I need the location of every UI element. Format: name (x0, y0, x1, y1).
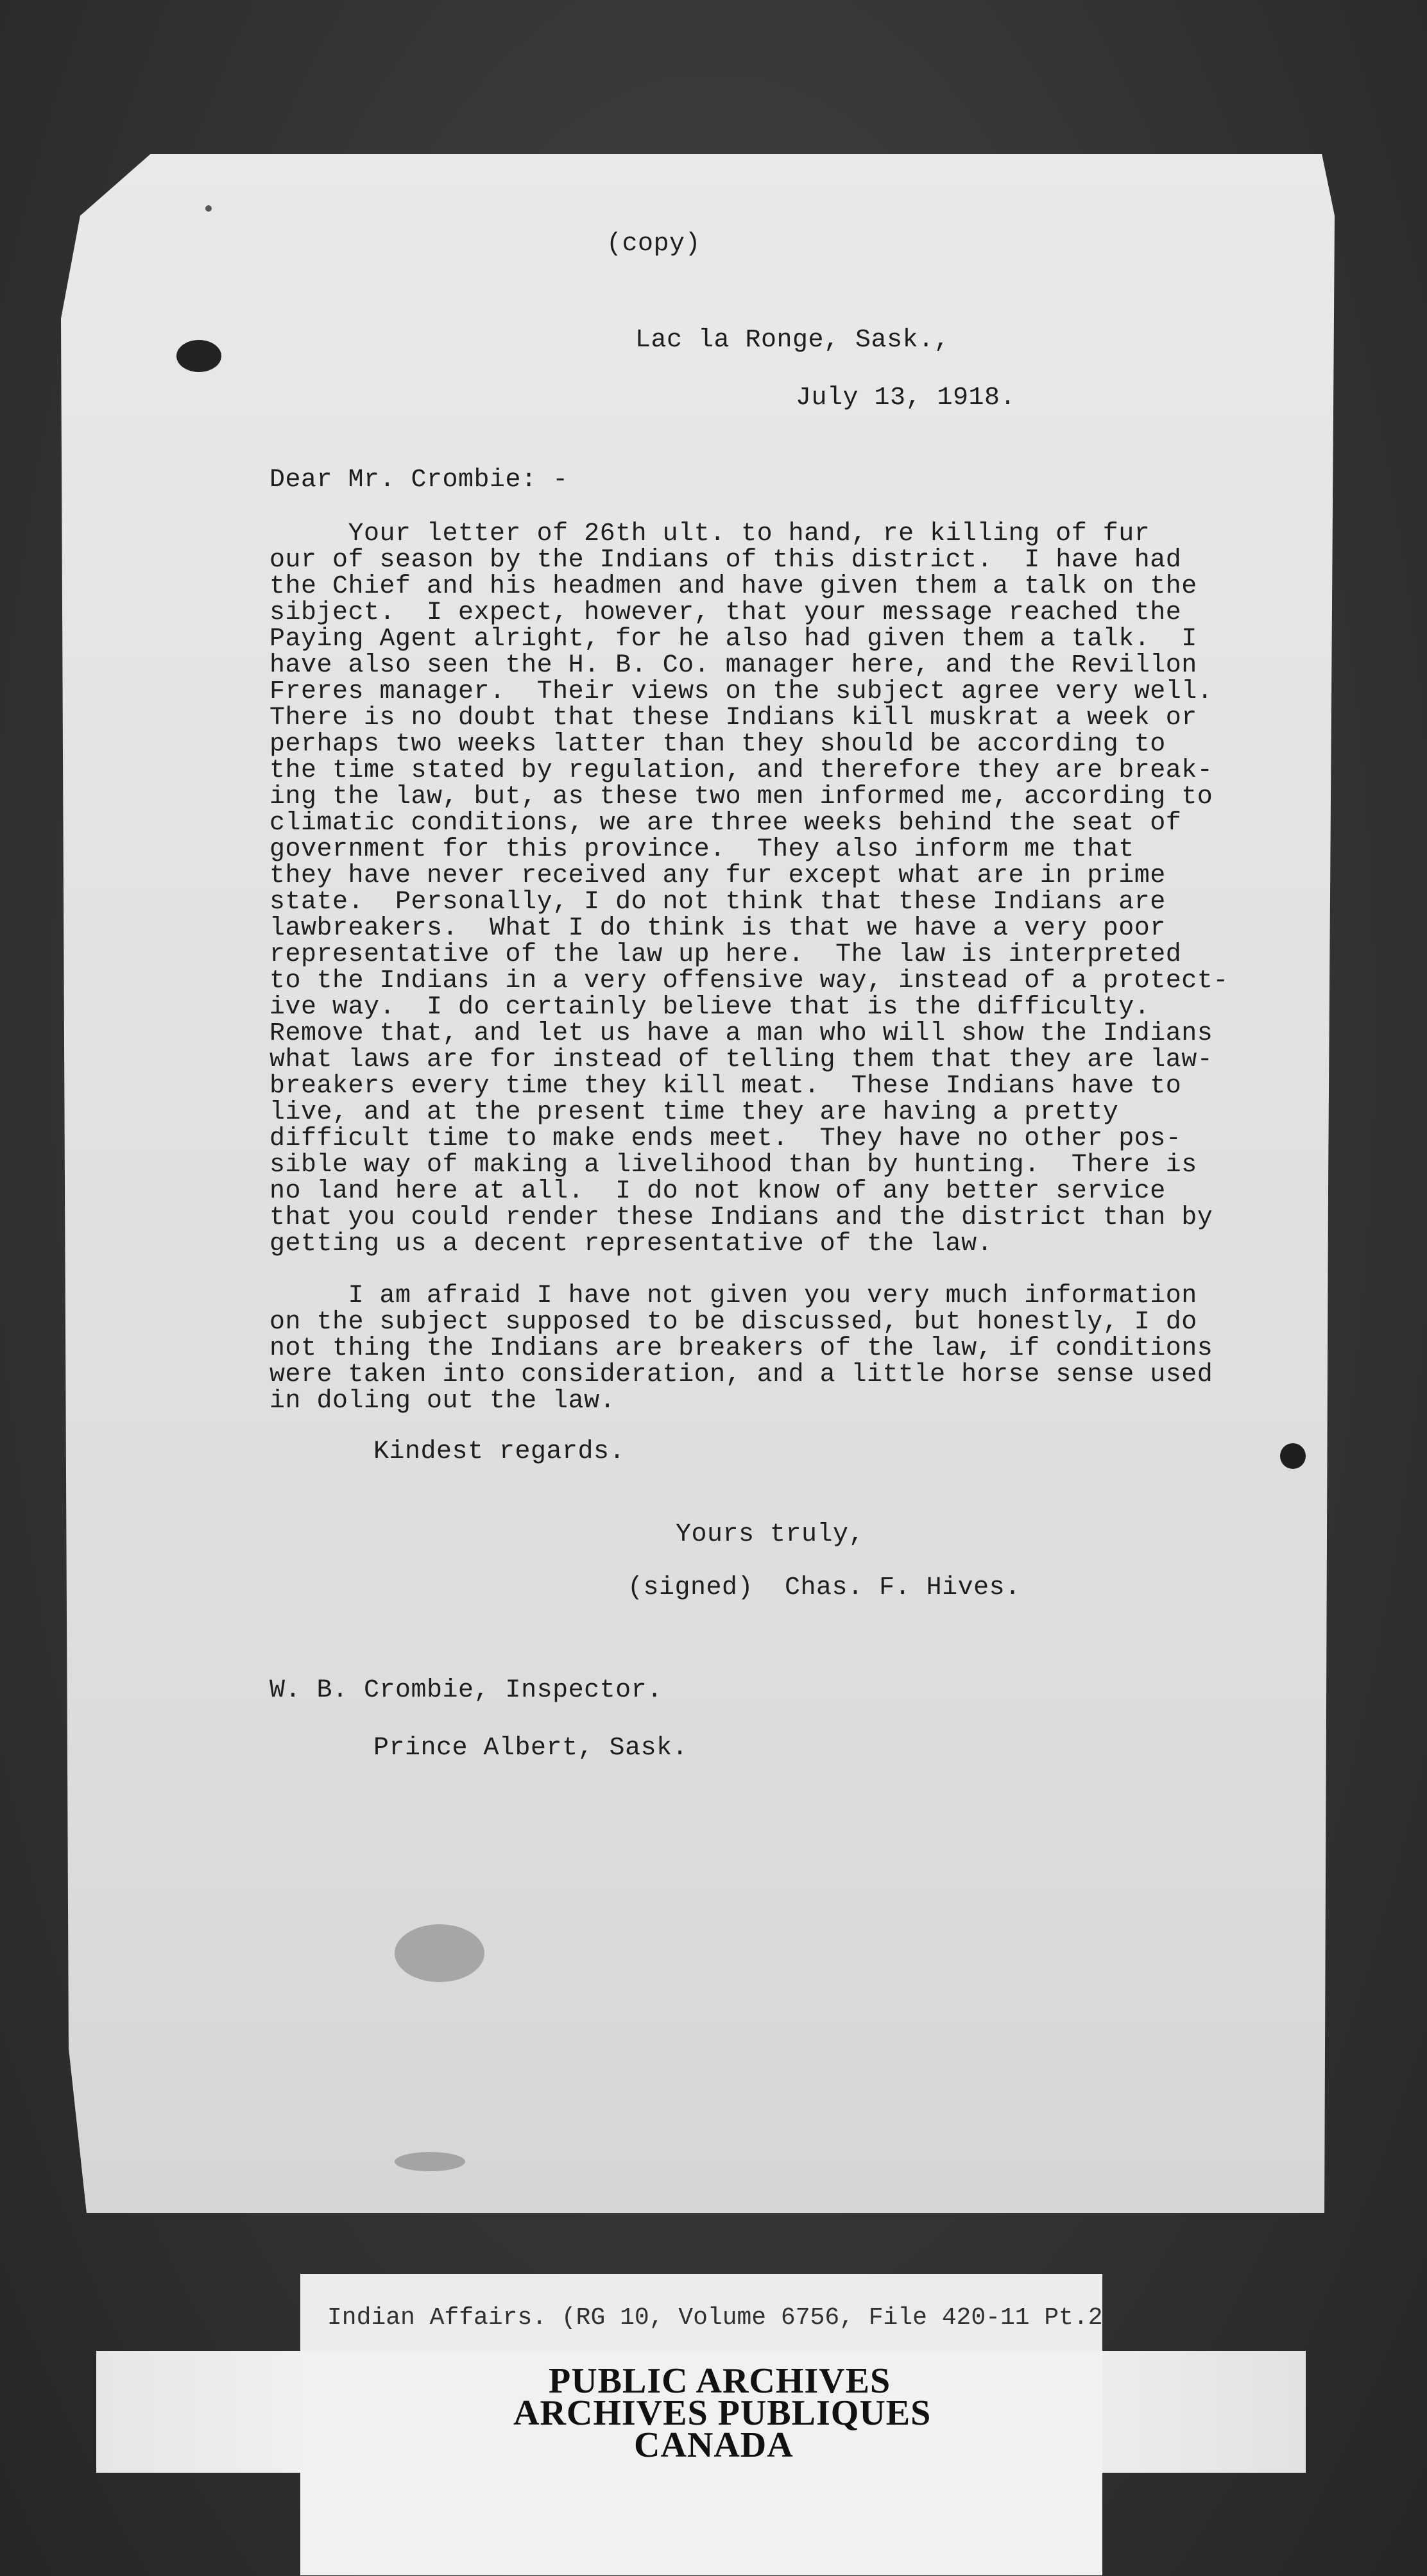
page-speck (395, 1924, 484, 1982)
archive-reference: Indian Affairs. (RG 10, Volume 6756, File 420-11 Pt.2) (327, 2304, 1118, 2332)
page-speck (395, 2152, 465, 2171)
letter-date: July 13, 1918. (796, 384, 1016, 412)
page-speck (1280, 1443, 1306, 1469)
copy-mark: (copy) (606, 230, 701, 258)
salutation: Dear Mr. Crombie: - (269, 466, 568, 495)
page-speck (205, 205, 212, 212)
addressee-place: Prince Albert, Sask. (373, 1734, 688, 1763)
stamp-line-canada: CANADA (634, 2425, 794, 2465)
signature: (signed) Chas. F. Hives. (628, 1573, 1021, 1602)
body-paragraph-1: Your letter of 26th ult. to hand, re killing of fur our of season by the Indians of this district. I have had the Chief and his headmen and have given them a talk on the sibject. I expect, however, that your message reached the Paying Agent alright, for he also had given them a talk. I have also seen the H. B. Co. manager here, and the Revillon Freres manager. Their views on the subject agree very well. There is no doubt that these Indians kill muskrat a week or perhaps two weeks latter than they should be according to the time stated by regulation, and therefore they are break- ing the law, but, as these two men informed me, according to climatic conditions, we are three weeks behind the seat of government for this province. They also inform me that they have never received any fur except what are in prime state. Personally, I do not think that these Indians are lawbreakers. What I do think is that we have a very poor representative of the law up here. The law is interpreted to the Indians in a very offensive way, instead of a protect- ive way. I do certainly believe that is the difficulty. Remove that, and let us have a man who will show the Indians what laws are for instead of telling them that they are law- breakers every time they kill meat. These Indians have to live, and at the present time they are having a pretty difficult time to make ends meet. They have no other pos- sible way of making a livelihood than by hunting. There is no land here at all. I do not know of any better service that you could render these Indians and the district than by getting us a decent representative of the law. (269, 520, 1229, 1258)
addressee-name: W. B. Crombie, Inspector. (269, 1676, 663, 1705)
closing-yours: Yours truly, (676, 1520, 865, 1549)
stamp-line-archives-publiques: ARCHIVES PUBLIQUES (513, 2393, 932, 2433)
page-speck (176, 340, 221, 372)
body-paragraph-2: I am afraid I have not given you very much information on the subject supposed to be discussed, but honestly, I do not thing the Indians are breakers of the law, if conditions were taken into consideration, and a little horse sense used in doling out the law. (269, 1282, 1213, 1416)
stamp-line-public-archives: PUBLIC ARCHIVES (549, 2361, 891, 2401)
letter-place: Lac la Ronge, Sask., (635, 326, 950, 355)
closing-regards: Kindest regards. (373, 1437, 626, 1466)
